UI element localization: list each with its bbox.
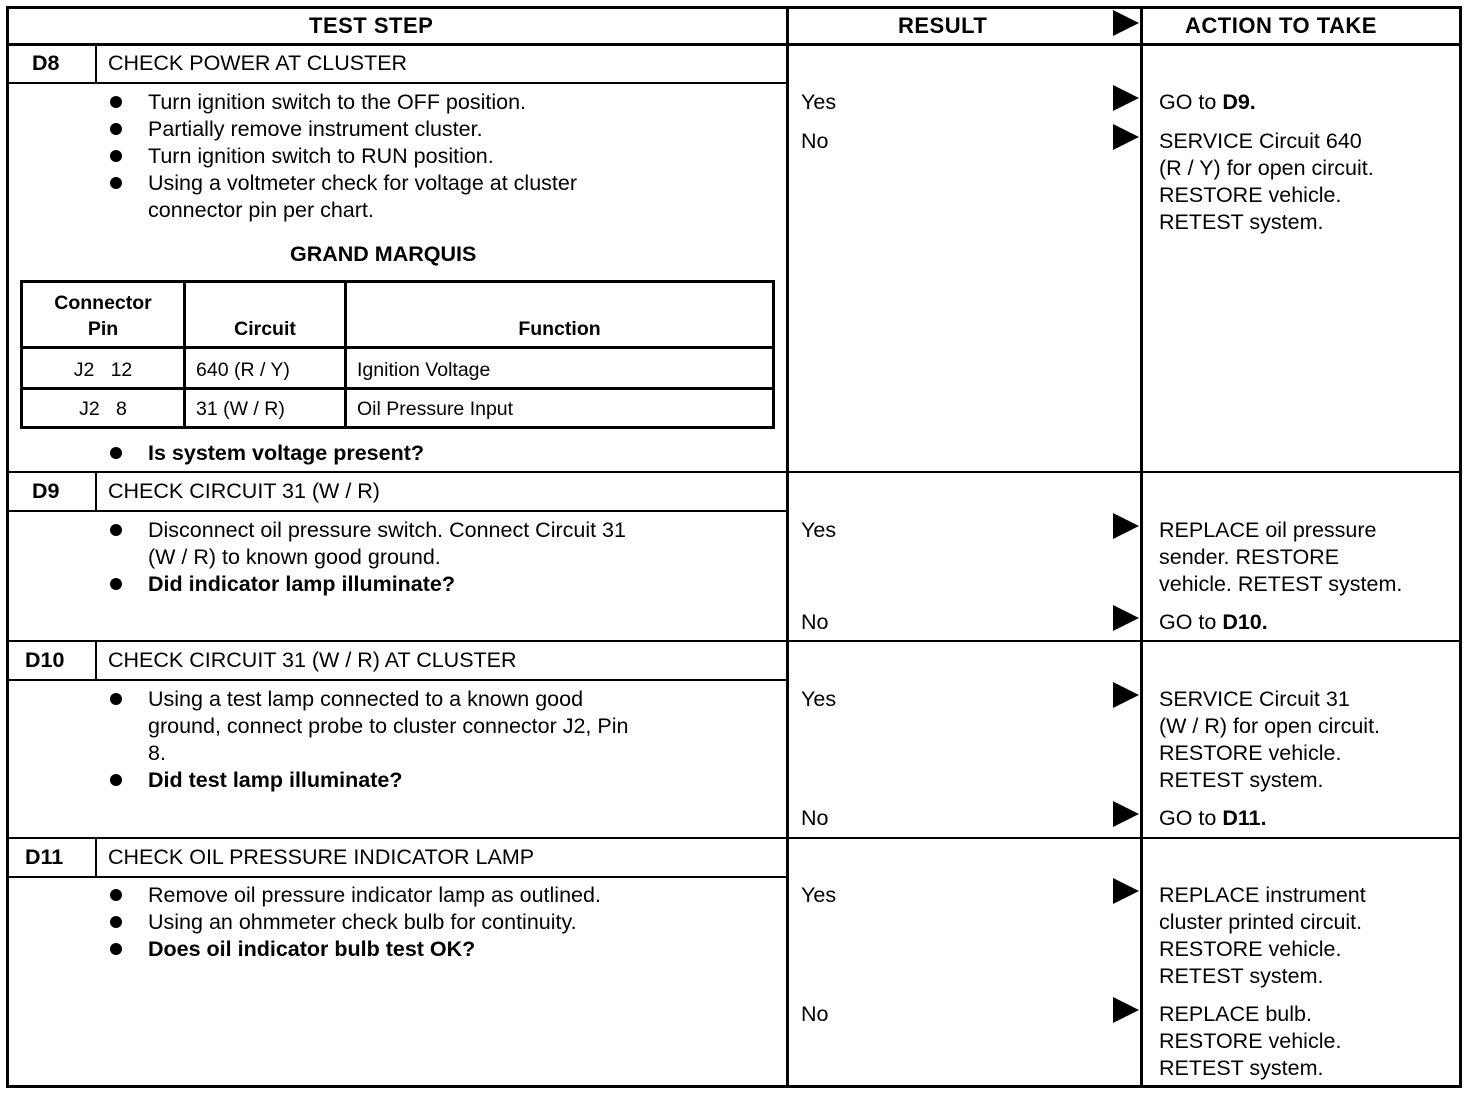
action-text: vehicle. RETEST system. [1159,572,1403,596]
step-instruction: Turn ignition switch to RUN position. [148,144,494,168]
step-id-divider [95,44,97,84]
action-step-ref: D11. [1222,806,1267,830]
result-yes: Yes [801,883,837,907]
action-text: (W / R) for open circuit. [1159,714,1381,738]
column-header-function: Function [518,318,601,340]
bullet-icon [110,447,122,459]
step-question: Does oil indicator bulb test OK? [148,937,476,961]
step-question: Is system voltage present? [148,441,425,465]
action-text: RETEST system. [1159,768,1324,792]
result-arrow-icon [1113,801,1139,827]
step-title: CHECK CIRCUIT 31 (W / R) AT CLUSTER [108,648,517,672]
step-title: CHECK POWER AT CLUSTER [108,51,408,75]
bullet-icon [110,150,122,162]
step-instruction: Partially remove instrument cluster. [148,117,483,141]
bullet-icon [110,916,122,928]
result-no: No [801,1002,829,1026]
step-instruction-continued: ground, connect probe to cluster connector J2, Pin [148,714,629,738]
result-arrow-icon [1113,605,1139,631]
action-text: GO to D9. [1159,90,1256,114]
action-text: (R / Y) for open circuit. [1159,156,1374,180]
table-cell-pin: J2 8 [79,398,127,420]
bullet-icon [110,96,122,108]
column-header-connector-pin: Pin [87,318,119,340]
action-text: GO to D10. [1159,610,1268,634]
header-action-to-take: ACTION TO TAKE [1185,13,1377,38]
result-yes: Yes [801,518,837,542]
step-instruction: Using a test lamp connected to a known good [148,687,584,711]
border-bottom [6,1085,1462,1088]
table-col-divider [183,280,186,429]
step-instruction-continued: (W / R) to known good ground. [148,545,441,569]
action-text: REPLACE bulb. [1159,1002,1312,1026]
action-text: sender. RESTORE [1159,545,1340,569]
result-yes: Yes [801,687,837,711]
action-text: cluster printed circuit. [1159,910,1363,934]
table-cell-pin: J2 12 [73,359,133,381]
step-separator [6,640,1462,642]
step-id: D9 [32,479,60,503]
table-header-underline [20,346,775,349]
result-no: No [801,129,829,153]
step-instruction-continued: connector pin per chart. [148,198,374,222]
bullet-icon [110,123,122,135]
border-left [6,6,9,1088]
action-text: REPLACE instrument [1159,883,1366,907]
result-arrow-icon [1113,878,1139,904]
border-right [1459,6,1462,1088]
table-cell-function: Ignition Voltage [357,359,491,381]
step-separator [6,837,1462,839]
step-question: Did test lamp illuminate? [148,768,403,792]
table-cell-circuit: 31 (W / R) [196,398,285,420]
table-row-divider [20,387,775,390]
action-text: SERVICE Circuit 31 [1159,687,1350,711]
step-question: Did indicator lamp illuminate? [148,572,456,596]
divider-action [1140,6,1143,1088]
step-title-underline [6,510,788,512]
step-title: CHECK OIL PRESSURE INDICATOR LAMP [108,845,535,869]
table-cell-function: Oil Pressure Input [357,398,514,420]
header-result: RESULT [898,13,988,38]
header-arrow-icon [1113,10,1139,36]
bullet-icon [110,578,122,590]
result-arrow-icon [1113,85,1139,111]
step-instruction-continued: 8. [148,741,166,765]
step-instruction: Using an ohmmeter check bulb for continuity. [148,910,577,934]
table-border-top [20,280,775,283]
bullet-icon [110,774,122,786]
step-id-divider [95,838,97,878]
column-header-circuit: Circuit [234,318,296,340]
step-id: D11 [25,845,64,869]
action-step-ref: D9. [1222,90,1256,114]
step-instruction: Remove oil pressure indicator lamp as outlined. [148,883,601,907]
step-instruction: Using a voltmeter check for voltage at cluster [148,171,577,195]
bullet-icon [110,693,122,705]
step-id: D8 [32,51,60,75]
result-no: No [801,610,829,634]
step-title-underline [6,679,788,681]
step-title: CHECK CIRCUIT 31 (W / R) [108,479,380,503]
action-text: RESTORE vehicle. [1159,183,1342,207]
border-top [6,6,1462,9]
header-underline [6,43,1462,46]
table-cell-circuit: 640 (R / Y) [196,359,290,381]
step-id-divider [95,641,97,681]
table-col-divider [344,280,347,429]
header-test-step: TEST STEP [309,13,434,38]
action-text: RESTORE vehicle. [1159,937,1342,961]
table-title: GRAND MARQUIS [290,242,477,266]
step-title-underline [6,876,788,878]
divider-result [786,6,789,1088]
step-title-underline [6,82,788,84]
bullet-icon [110,177,122,189]
table-border-bottom [20,426,775,429]
result-arrow-icon [1113,997,1139,1023]
action-text: RETEST system. [1159,964,1324,988]
result-no: No [801,806,829,830]
column-header-connector: Connector [54,292,152,314]
action-text: SERVICE Circuit 640 [1159,129,1362,153]
action-text: RETEST system. [1159,1056,1324,1080]
result-arrow-icon [1113,513,1139,539]
action-step-ref: D10. [1222,610,1268,634]
step-id-divider [95,472,97,512]
action-text: GO to D11. [1159,806,1267,830]
result-arrow-icon [1113,682,1139,708]
bullet-icon [110,524,122,536]
result-arrow-icon [1113,124,1139,150]
step-instruction: Turn ignition switch to the OFF position. [148,90,527,114]
bullet-icon [110,943,122,955]
bullet-icon [110,889,122,901]
step-separator [6,471,1462,473]
step-id: D10 [25,648,65,672]
action-text: RESTORE vehicle. [1159,1029,1342,1053]
table-border-right [772,280,775,429]
result-yes: Yes [801,90,837,114]
action-text: REPLACE oil pressure [1159,518,1377,542]
action-text: RESTORE vehicle. [1159,741,1342,765]
step-instruction: Disconnect oil pressure switch. Connect Circuit 31 [148,518,626,542]
action-text: RETEST system. [1159,210,1324,234]
